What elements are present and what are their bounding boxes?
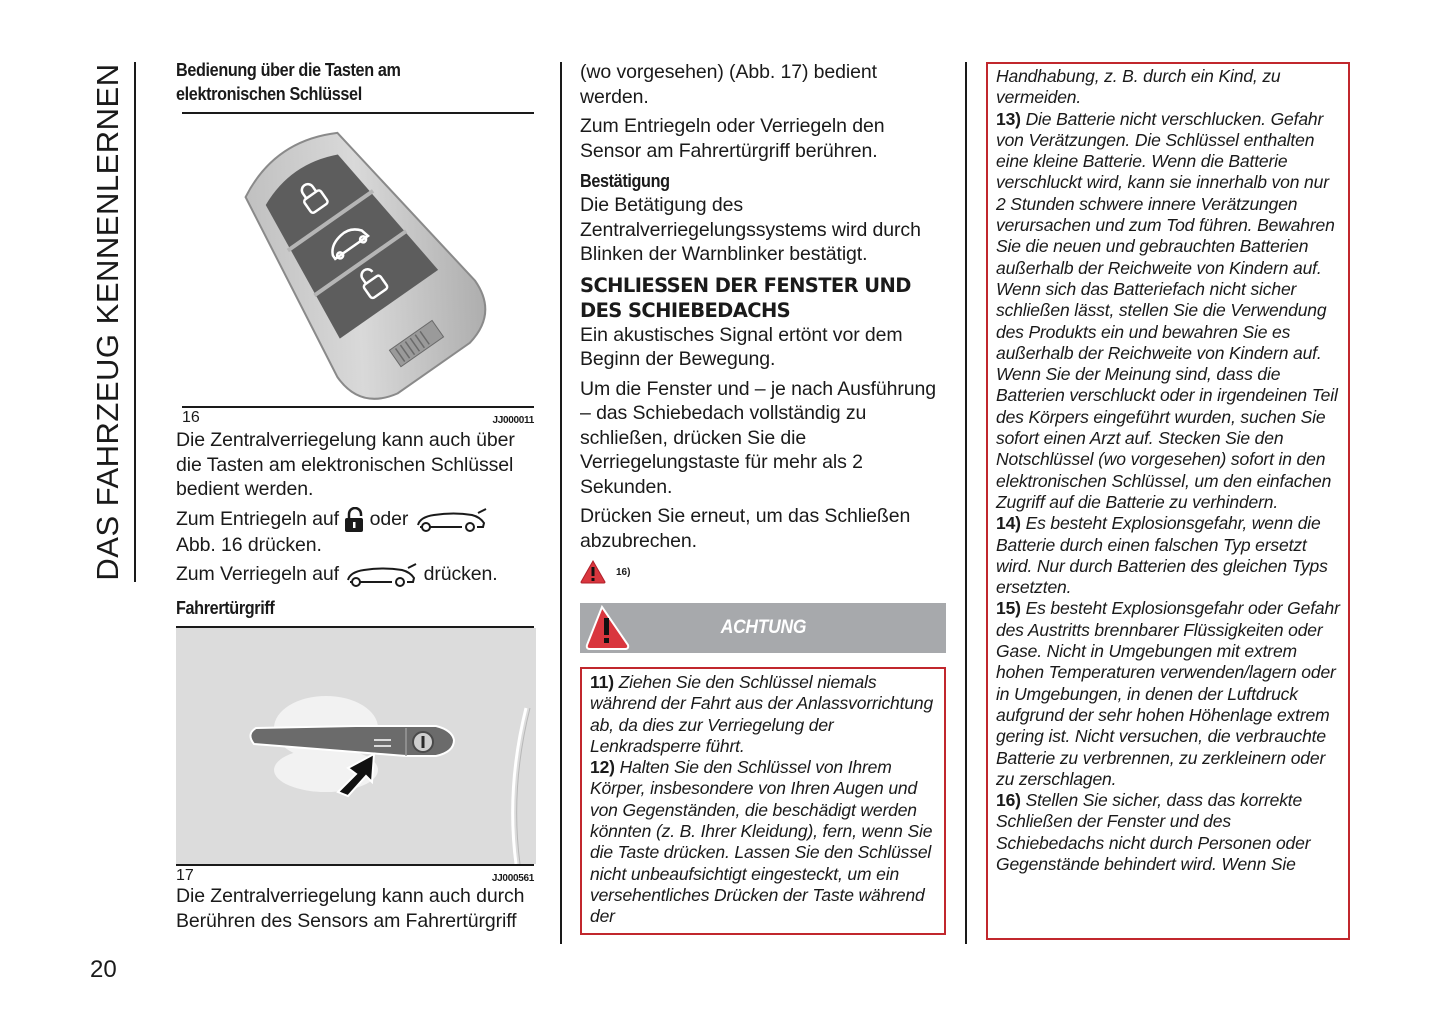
warning-text: Halten Sie den Schlüssel von Ihrem Körper, insbesondere von Ihren Augen und von Gegenständen, die beschädigt werden könnten (z. B. Ihrer Kleidung), fern, wenn Sie die Taste drücken. Lassen Sie den Schlüssel nicht unbeaufsichtigt eingesteckt, um ein versehentliches Drücken der Taste während der	[590, 757, 933, 927]
text: drücken.	[423, 563, 498, 586]
subheading-line: elektronischen Schlüssel	[176, 84, 362, 104]
heading-close-windows-sunroof	[580, 273, 946, 323]
warning-box-col2	[580, 667, 946, 935]
key-fob-illustration-icon	[182, 114, 534, 406]
warning-text: Es besteht Explosionsgefahr, wenn die Batterie durch einen falschen Typ ersetzt wird. Nur durch Batterien des gleichen Typs ersetzten.	[996, 513, 1328, 598]
subheading-confirmation: Bestätigung	[580, 171, 670, 191]
column2-body-confirm	[580, 193, 946, 267]
door-handle-illustration-icon	[176, 628, 536, 864]
warning-item-15	[996, 598, 1342, 790]
warning-number: 14)	[996, 513, 1021, 534]
warning-number: 16)	[996, 790, 1021, 811]
column-3	[986, 62, 1350, 940]
section-title-vertical	[82, 62, 134, 582]
paragraph: Drücken Sie erneut, um das Schließen abzubrechen.	[580, 505, 911, 552]
warning-item-16	[996, 790, 1342, 875]
section-title-text: DAS FAHRZEUG KENNENLERNEN	[90, 63, 125, 581]
sidebar-divider	[134, 62, 136, 582]
figure-17-caption	[176, 868, 534, 884]
warning-text: Stellen Sie sicher, dass das korrekte Schließen der Fenster und des Schiebedachs nicht durch Personen oder Gegenstände behindert wird. Wenn Sie	[996, 790, 1311, 874]
column-divider-1	[560, 62, 562, 944]
achtung-label: ACHTUNG	[720, 617, 806, 638]
warning-triangle-icon	[582, 605, 632, 651]
warning-text: Ziehen Sie den Schlüssel niemals während der Fahrt aus der Anlassvorrichtung ab, da dies zur Verriegelung der Lenkradsperre führt.	[590, 672, 934, 756]
warning-reference	[580, 559, 946, 585]
figure-number: 17	[176, 867, 194, 884]
heading-line: SCHLIESSEN DER FENSTER UND	[580, 273, 911, 297]
paragraph: Ein akustisches Signal ertönt vor dem Beginn der Bewegung.	[580, 323, 903, 370]
warning-number: 13)	[996, 108, 1021, 129]
subheading-key-buttons	[176, 58, 498, 106]
text: Abb. 16 drücken.	[176, 533, 322, 556]
paragraph: Die Betätigung des Zentralverriegelungssystems wird durch Blinken der Warnblinker bestätigt.	[580, 194, 921, 265]
achtung-banner	[580, 603, 946, 653]
column1-body-bottom	[176, 884, 534, 933]
column-divider-2	[965, 62, 967, 944]
paragraph-unlock	[176, 507, 534, 558]
figure-code: JJ000011	[492, 415, 534, 426]
subheading-line: Bedienung über die Tasten am	[176, 60, 401, 80]
figure-16-caption	[182, 410, 534, 426]
warning-ref-number: 16)	[616, 566, 631, 578]
paragraph: Die Zentralverriegelung kann auch durch Berühren des Sensors am Fahrertürgriff	[176, 885, 525, 932]
heading-line: DES SCHIEBEDACHS	[580, 298, 791, 322]
warning-number: 15)	[996, 598, 1021, 619]
paragraph: Die Zentralverriegelung kann auch über die Tasten am elektronischen Schlüssel bedient werden.	[176, 429, 515, 500]
warning-number: 11)	[590, 672, 614, 692]
column-2	[580, 60, 946, 935]
paragraph: Um die Fenster und – je nach Ausführung – das Schiebedach vollständig zu schließen, drücken Sie die Verriegelungstaste für mehr als 2 Sekunden.	[580, 377, 936, 498]
warning-number: 12)	[590, 757, 615, 778]
text: Zum Verriegeln auf	[176, 563, 339, 586]
column2-body-windows	[580, 323, 946, 554]
warning-text: Es besteht Explosionsgefahr oder Gefahr des Austritts brennbarer Flüssigkeiten oder Gase. Nicht in Umgebungen mit extrem hohen Temperaturen verwenden/lagern oder in Umgebungen, in denen der Luftdruck aufgrund der sehr hohen Höhenlage extrem gering ist. Nicht versuchen, die verbrauchte Batterie zu verbrennen, zu zerkleinern oder zu zerschlagen.	[996, 598, 1340, 789]
subheading-door-handle: Fahrertürgriff	[176, 598, 275, 618]
paragraph: (wo vorgesehen) (Abb. 17) bedient werden.	[580, 61, 877, 108]
page-number: 20	[90, 956, 117, 983]
warning-item-12	[590, 757, 938, 927]
warning-item-13	[996, 109, 1342, 514]
warning-item-14	[996, 513, 1342, 598]
car-tailgate-icon	[414, 507, 488, 533]
unlock-padlock-icon	[344, 507, 364, 533]
column1-body	[176, 428, 534, 588]
text: oder	[369, 507, 409, 530]
paragraph-lock	[176, 562, 534, 588]
car-tailgate-icon	[344, 562, 418, 588]
warning-item-11	[590, 672, 938, 757]
paragraph: Zum Entriegeln oder Verriegeln den Sensor am Fahrertürgriff berühren.	[580, 115, 885, 162]
column2-body	[580, 60, 946, 163]
figure-code: JJ000561	[491, 873, 534, 884]
figure-17-door-handle	[176, 626, 534, 866]
warning-box-col3	[986, 62, 1350, 940]
figure-number: 16	[182, 409, 200, 426]
warning-continuation: Handhabung, z. B. durch ein Kind, zu vermeiden.	[996, 66, 1281, 108]
warning-text: Die Batterie nicht verschlucken. Gefahr von Verätzungen. Die Schlüssel enthalten eine kleine Batterie. Wenn die Batterie verschluckt wird, kann sie innerhalb von nur 2 Stunden schwere innere Verätzungen verursachen und zum Tod führen. Bewahren Sie die neuen und gebrauchten Batterien außerhalb der Reichweite von Kindern auf. Wenn sich das Batteriefach nicht sicher schließen lässt, stellen Sie die Verwendung des Produkts ein und bewahren Sie es außerhalb der Reichweite von Kindern auf. Wenn Sie der Meinung sind, dass die Batterien verschluckt oder in irgendeinen Teil des Körpers eingeführt wurden, suchen Sie sofort einen Arzt auf. Stecken Sie den Notschlüssel (wo vorgesehen) sofort in den elektronischen Schlüssel, um den einfachen Zugriff auf die Batterie zu verhindern.	[996, 108, 1338, 512]
warning-triangle-icon	[580, 560, 606, 584]
column-1	[176, 58, 534, 938]
figure-16-key-fob	[182, 112, 534, 408]
text: Zum Entriegeln auf	[176, 507, 339, 530]
